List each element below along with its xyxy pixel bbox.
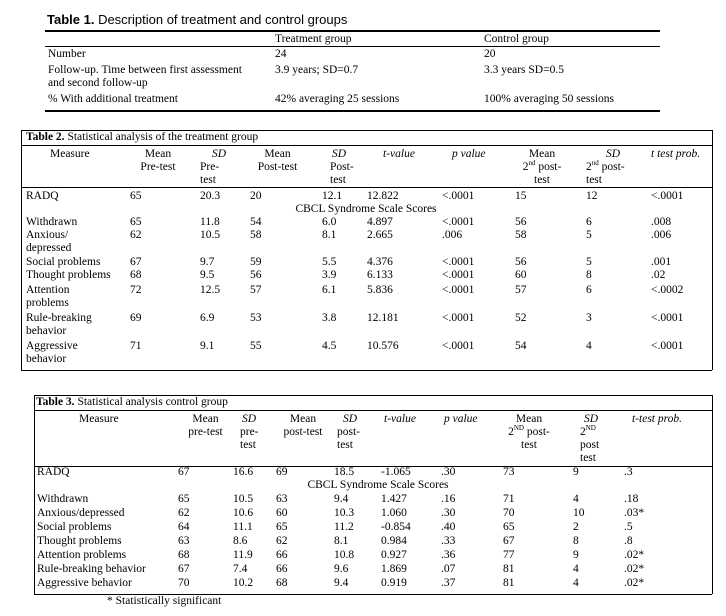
table1-row-followup-control: 3.3 years SD=0.5 bbox=[484, 64, 564, 76]
table-cell: .07 bbox=[441, 563, 456, 575]
table-cell: 68 bbox=[130, 269, 142, 281]
table2-header-mean-post: Mean Post-test bbox=[257, 148, 298, 173]
table-cell: .8 bbox=[624, 535, 633, 547]
row-measure-label: Social problems bbox=[37, 521, 112, 533]
table-cell: .16 bbox=[441, 493, 456, 505]
table1-title-number: Table 1. bbox=[47, 12, 95, 27]
table-cell: <.0001 bbox=[442, 340, 475, 352]
table-cell: .001 bbox=[651, 256, 672, 268]
table2-right-border bbox=[712, 130, 713, 370]
table-cell: 60 bbox=[276, 507, 288, 519]
table1-row-additional-control: 100% averaging 50 sessions bbox=[484, 93, 614, 105]
table-cell: 9.7 bbox=[200, 256, 215, 268]
table1-row-number-label: Number bbox=[48, 48, 86, 60]
table2-cell: <.0001 bbox=[442, 190, 475, 202]
table-cell: <.0001 bbox=[442, 256, 475, 268]
table2-header-sd-2nd: SD 2nd post- test bbox=[586, 148, 625, 186]
table2-header-rule bbox=[21, 187, 712, 188]
table-cell: .02* bbox=[624, 577, 645, 589]
row-measure-label: Withdrawn bbox=[37, 493, 89, 505]
table-cell: 0.984 bbox=[381, 535, 407, 547]
table3-header-t-test-prob: t-test prob. bbox=[632, 413, 683, 425]
table-cell: 1.060 bbox=[381, 507, 407, 519]
row-measure-label: Withdrawn bbox=[26, 216, 78, 228]
table-cell: <.0001 bbox=[651, 312, 684, 324]
table-cell: 10.576 bbox=[367, 340, 399, 352]
table-cell: .40 bbox=[441, 521, 456, 533]
table-cell: <.0001 bbox=[651, 340, 684, 352]
table-cell: 65 bbox=[178, 493, 190, 505]
table-cell: 71 bbox=[503, 493, 515, 505]
table-cell: 6 bbox=[586, 216, 592, 228]
row-measure-label: Anxious/depressed bbox=[37, 507, 125, 519]
table-cell: 9.6 bbox=[334, 563, 349, 575]
table-cell: 5.5 bbox=[322, 256, 337, 268]
table2-header-p-value: p value bbox=[452, 148, 486, 160]
table-cell: 4.5 bbox=[322, 340, 337, 352]
table1-col-control: Control group bbox=[484, 33, 549, 45]
table-cell: 10.2 bbox=[233, 577, 254, 589]
table-cell: 0.927 bbox=[381, 549, 407, 561]
table2-header-sd-post: SD Post- test bbox=[330, 148, 354, 186]
table-cell: 4 bbox=[573, 563, 579, 575]
table-cell: .37 bbox=[441, 577, 456, 589]
table-cell: 4 bbox=[573, 493, 579, 505]
table-cell: 62 bbox=[178, 507, 190, 519]
table-cell: <.0001 bbox=[442, 269, 475, 281]
table-cell: 10.3 bbox=[334, 507, 355, 519]
table-cell: 53 bbox=[250, 312, 262, 324]
table2-cell: 12 bbox=[586, 190, 598, 202]
table-cell: .03* bbox=[624, 507, 645, 519]
table3-cell: 18.5 bbox=[334, 466, 355, 478]
table-cell: 9.1 bbox=[200, 340, 215, 352]
table3-header-measure: Measure bbox=[79, 413, 119, 425]
table3-header-t-value: t-value bbox=[384, 413, 416, 425]
table3-cell: 9 bbox=[573, 466, 579, 478]
table-cell: 9.5 bbox=[200, 269, 215, 281]
table-cell: 70 bbox=[178, 577, 190, 589]
table3-header-p-value: p value bbox=[444, 413, 478, 425]
table-cell: 54 bbox=[515, 340, 527, 352]
table-cell: <.0002 bbox=[651, 284, 684, 296]
table3-section-label: CBCL Syndrome Scale Scores bbox=[307, 479, 449, 491]
table2-header-mean-2nd: Mean 2nd post- test bbox=[522, 148, 562, 186]
table-cell: 54 bbox=[250, 216, 262, 228]
table-cell: 60 bbox=[515, 269, 527, 281]
table-cell: 56 bbox=[515, 256, 527, 268]
table-cell: 71 bbox=[130, 340, 142, 352]
table3-header-sd-pre: SD pre- test bbox=[240, 413, 259, 451]
table-cell: 62 bbox=[130, 229, 142, 241]
table1-header-rule bbox=[45, 46, 660, 47]
row-measure-label: Thought problems bbox=[26, 269, 111, 281]
table-cell: 66 bbox=[276, 563, 288, 575]
row-measure-label: Aggressive behavior bbox=[26, 340, 78, 365]
table-cell: 10.5 bbox=[233, 493, 254, 505]
table-cell: .33 bbox=[441, 535, 456, 547]
table3-cell: .3 bbox=[624, 466, 633, 478]
table2-cell: 20.3 bbox=[200, 190, 221, 202]
table2-section-label: CBCL Syndrome Scale Scores bbox=[295, 203, 437, 215]
table-cell: .30 bbox=[441, 507, 456, 519]
table-cell: 68 bbox=[178, 549, 190, 561]
table3-header-sd-post: SD post- test bbox=[337, 413, 360, 451]
table-cell: 55 bbox=[250, 340, 262, 352]
table3-cell: RADQ bbox=[37, 466, 70, 478]
table-cell: 52 bbox=[515, 312, 527, 324]
table2-cell: <.0001 bbox=[651, 190, 684, 202]
table-cell: .008 bbox=[651, 216, 672, 228]
table-cell: 12.181 bbox=[367, 312, 399, 324]
table-cell: 8.1 bbox=[334, 535, 349, 547]
table1-bottom-rule bbox=[45, 110, 660, 112]
table3-title-rule bbox=[34, 410, 712, 411]
table3-cell: 67 bbox=[178, 466, 190, 478]
table2-title-number: Table 2. bbox=[26, 131, 65, 143]
table3-header-rule bbox=[34, 466, 712, 467]
table1-row-number-treatment: 24 bbox=[275, 48, 287, 60]
table1-title-text: Description of treatment and control groups bbox=[94, 12, 348, 27]
table-cell: 6.9 bbox=[200, 312, 215, 324]
table-cell: 65 bbox=[503, 521, 515, 533]
row-measure-label: Attention problems bbox=[37, 549, 127, 561]
table-cell: 4.897 bbox=[367, 216, 393, 228]
table-cell: 72 bbox=[130, 284, 142, 296]
table1-row-additional-label: % With additional treatment bbox=[48, 93, 178, 105]
table-cell: 67 bbox=[178, 563, 190, 575]
table3-header-sd-2nd: SD 2ND post test bbox=[580, 413, 600, 464]
table-cell: 81 bbox=[503, 577, 515, 589]
table-cell: <.0001 bbox=[442, 312, 475, 324]
table-cell: 58 bbox=[250, 229, 262, 241]
row-measure-label: Rule-breaking behavior bbox=[26, 312, 92, 337]
table-cell: 66 bbox=[276, 549, 288, 561]
table-cell: 1.869 bbox=[381, 563, 407, 575]
table-cell: 6.1 bbox=[322, 284, 337, 296]
table-cell: 6 bbox=[586, 284, 592, 296]
table2-header-mean-pre: Mean Pre-test bbox=[140, 148, 176, 173]
table1-row-additional-treatment: 42% averaging 25 sessions bbox=[275, 93, 400, 105]
table-cell: 67 bbox=[130, 256, 142, 268]
table-cell: 65 bbox=[276, 521, 288, 533]
table-cell: .006 bbox=[651, 229, 672, 241]
table-cell: .006 bbox=[442, 229, 463, 241]
table-cell: 3 bbox=[586, 312, 592, 324]
table2-title bbox=[26, 131, 258, 144]
table3-footnote: * Statistically significant bbox=[107, 595, 222, 607]
table1-top-rule bbox=[45, 30, 660, 32]
table-cell: 56 bbox=[250, 269, 262, 281]
table2-bottom-rule bbox=[21, 370, 712, 371]
row-measure-label: Anxious/ depressed bbox=[26, 229, 72, 254]
table-cell: 63 bbox=[276, 493, 288, 505]
table-cell: .02* bbox=[624, 549, 645, 561]
table1-row-followup-label: Follow-up. Time between first assessment and second follow-up bbox=[48, 64, 242, 89]
table3-header-mean-post: Mean post-test bbox=[283, 413, 323, 438]
table-cell: .36 bbox=[441, 549, 456, 561]
table-cell: 9.4 bbox=[334, 577, 349, 589]
table-cell: 67 bbox=[503, 535, 515, 547]
table2-cell: 20 bbox=[250, 190, 262, 202]
table1-col-treatment: Treatment group bbox=[275, 33, 352, 45]
table3-header-mean-2nd: Mean 2ND post- test bbox=[508, 413, 550, 451]
table-cell: 69 bbox=[130, 312, 142, 324]
table-cell: 5 bbox=[586, 256, 592, 268]
table-cell: 81 bbox=[503, 563, 515, 575]
table1-row-number-control: 20 bbox=[484, 48, 496, 60]
table3-title-text: Statistical analysis control group bbox=[74, 396, 228, 408]
table-cell: 10.8 bbox=[334, 549, 355, 561]
table-cell: .5 bbox=[624, 521, 633, 533]
table-cell: 8.1 bbox=[322, 229, 337, 241]
table-cell: 3.8 bbox=[322, 312, 337, 324]
table-cell: 57 bbox=[250, 284, 262, 296]
table-cell: 8 bbox=[586, 269, 592, 281]
table2-header-measure: Measure bbox=[50, 148, 90, 160]
table-cell: 9.4 bbox=[334, 493, 349, 505]
table-cell: 11.2 bbox=[334, 521, 354, 533]
table-cell: 11.9 bbox=[233, 549, 253, 561]
table-cell: 57 bbox=[515, 284, 527, 296]
table-cell: .18 bbox=[624, 493, 639, 505]
table3-cell: 69 bbox=[276, 466, 288, 478]
table-cell: 10.6 bbox=[233, 507, 254, 519]
table3-right-border bbox=[712, 395, 713, 594]
table-cell: 5.836 bbox=[367, 284, 393, 296]
table-cell: .02 bbox=[651, 269, 666, 281]
table2-cell: RADQ bbox=[26, 190, 59, 202]
table3-title bbox=[36, 396, 228, 409]
table-cell: <.0001 bbox=[442, 216, 475, 228]
table-cell: 8 bbox=[573, 535, 579, 547]
row-measure-label: Aggressive behavior bbox=[37, 577, 132, 589]
table-cell: 62 bbox=[276, 535, 288, 547]
row-measure-label: Rule-breaking behavior bbox=[37, 563, 146, 575]
table-cell: 5 bbox=[586, 229, 592, 241]
row-measure-label: Thought problems bbox=[37, 535, 122, 547]
table2-cell: 12.822 bbox=[367, 190, 399, 202]
table-cell: 58 bbox=[515, 229, 527, 241]
table-cell: 10.5 bbox=[200, 229, 221, 241]
table2-cell: 65 bbox=[130, 190, 142, 202]
table-cell: 0.919 bbox=[381, 577, 407, 589]
table-cell: 4.376 bbox=[367, 256, 393, 268]
table2-title-text: Statistical analysis of the treatment group bbox=[64, 131, 259, 143]
table-cell: 4 bbox=[586, 340, 592, 352]
table-cell: <.0001 bbox=[442, 284, 475, 296]
table-cell: 70 bbox=[503, 507, 515, 519]
table3-left-border bbox=[34, 395, 35, 594]
table2-cell: 15 bbox=[515, 190, 527, 202]
table-cell: 2.665 bbox=[367, 229, 393, 241]
table1-row-followup-treatment: 3.9 years; SD=0.7 bbox=[275, 64, 359, 76]
table-cell: -0.854 bbox=[381, 521, 411, 533]
table-cell: 63 bbox=[178, 535, 190, 547]
table-cell: 6.133 bbox=[367, 269, 393, 281]
table-cell: 56 bbox=[515, 216, 527, 228]
table-cell: 4 bbox=[573, 577, 579, 589]
table2-left-border bbox=[21, 130, 22, 370]
table-cell: 68 bbox=[276, 577, 288, 589]
table3-cell: 16.6 bbox=[233, 466, 254, 478]
table-cell: 77 bbox=[503, 549, 515, 561]
table-cell: 9 bbox=[573, 549, 579, 561]
table-cell: 11.8 bbox=[200, 216, 220, 228]
table-cell: 64 bbox=[178, 521, 190, 533]
table3-header-mean-pre: Mean pre-test bbox=[188, 413, 223, 438]
table-cell: .02* bbox=[624, 563, 645, 575]
table-cell: 3.9 bbox=[322, 269, 337, 281]
table-cell: 8.6 bbox=[233, 535, 248, 547]
table3-cell: -1.065 bbox=[381, 466, 411, 478]
table3-title-number: Table 3. bbox=[36, 396, 75, 408]
table2-header-t-value: t-value bbox=[383, 148, 415, 160]
table-cell: 11.1 bbox=[233, 521, 253, 533]
table-cell: 1.427 bbox=[381, 493, 407, 505]
table-cell: 2 bbox=[573, 521, 579, 533]
table-cell: 7.4 bbox=[233, 563, 248, 575]
table-cell: 65 bbox=[130, 216, 142, 228]
table2-cell: 12.1 bbox=[322, 190, 343, 202]
table2-title-rule bbox=[21, 145, 712, 146]
table3-cell: 73 bbox=[503, 466, 515, 478]
table3-cell: .30 bbox=[441, 466, 456, 478]
table1-title bbox=[47, 12, 347, 28]
table-cell: 6.0 bbox=[322, 216, 337, 228]
row-measure-label: Attention problems bbox=[26, 284, 70, 309]
table-cell: 59 bbox=[250, 256, 262, 268]
table-cell: 10 bbox=[573, 507, 585, 519]
row-measure-label: Social problems bbox=[26, 256, 101, 268]
table2-header-sd-pre: SD Pre- test bbox=[200, 148, 227, 186]
table-cell: 12.5 bbox=[200, 284, 221, 296]
table2-header-t-test-prob: t test prob. bbox=[651, 148, 701, 160]
